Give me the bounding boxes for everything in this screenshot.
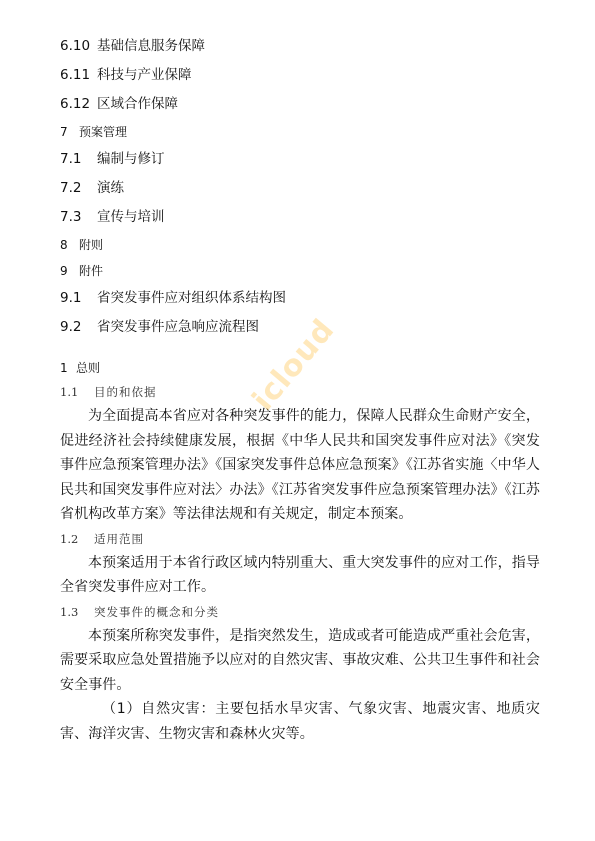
toc-title: 省突发事件应急响应流程图 xyxy=(97,319,259,335)
subsection-title: 突发事件的概念和分类 xyxy=(94,604,219,619)
subsection-number: 1.3 xyxy=(60,604,79,619)
section-number: 1 xyxy=(60,361,68,375)
toc-entry[interactable] xyxy=(60,284,540,313)
toc-title: 编制与修订 xyxy=(97,151,165,167)
toc-number: 8 xyxy=(60,238,68,252)
paragraph: 本预案所称突发事件，是指突然发生，造成或者可能造成严重社会危害，需要采取应急处置措施予以应对的自然灾害、事故灾难、公共卫生事件和社会安全事件。 xyxy=(60,627,540,693)
toc-number: 6.12 xyxy=(60,96,91,112)
toc-entry[interactable] xyxy=(60,313,540,342)
toc-number: 9 xyxy=(60,264,68,278)
toc-title: 演练 xyxy=(97,180,124,196)
toc-title: 宣传与培训 xyxy=(97,209,165,225)
toc-number: 7 xyxy=(60,125,68,139)
toc-entry[interactable] xyxy=(60,174,540,203)
section-title: 总则 xyxy=(76,361,101,375)
subsection-title: 目的和依据 xyxy=(94,385,157,399)
toc-number: 6.10 xyxy=(60,38,91,54)
subsection-title: 适用范围 xyxy=(94,531,144,546)
toc-number: 7.1 xyxy=(60,151,82,167)
toc-entry[interactable] xyxy=(60,232,540,258)
toc-number: 7.2 xyxy=(60,180,82,196)
paragraph: 本预案适用于本省行政区域内特别重大、重大突发事件的应对工作，指导全省突发事件应对工作。 xyxy=(60,554,540,595)
toc-entry[interactable] xyxy=(60,119,540,145)
toc-title: 附则 xyxy=(79,238,104,252)
watermark: icloud xyxy=(245,312,342,418)
subsection-number: 1.2 xyxy=(60,531,79,546)
subsection-number: 1.1 xyxy=(60,385,79,399)
toc-entry[interactable] xyxy=(60,203,540,232)
toc-entry[interactable] xyxy=(60,90,540,119)
toc-title: 科技与产业保障 xyxy=(97,67,192,83)
toc-entry[interactable] xyxy=(60,61,540,90)
table-of-contents xyxy=(60,32,540,342)
toc-number: 9.1 xyxy=(60,290,82,306)
toc-number: 9.2 xyxy=(60,319,82,335)
toc-entry[interactable] xyxy=(60,145,540,174)
subsection-heading xyxy=(60,380,540,404)
subsection-heading xyxy=(60,600,540,624)
section-heading xyxy=(60,356,540,380)
subsection-heading xyxy=(60,527,540,551)
document-body xyxy=(60,356,540,746)
toc-entry[interactable] xyxy=(60,258,540,284)
toc-number: 6.11 xyxy=(60,67,91,83)
paragraph: 为全面提高本省应对各种突发事件的能力，保障人民群众生命财产安全，促进经济社会持续健康发展，根据《中华人民共和国突发事件应对法》《突发事件应急预案管理办法》《国家突发事件总体应急预案》《江苏省实施〈中华人民共和国突发事件应对法〉办法》《江苏省突发事件应急预案管理办法》《江苏省机构改革方案》等法律法规和有关规定，制定本预案。 xyxy=(60,408,540,522)
list-item-paragraph: （1）自然灾害：主要包括水旱灾害、气象灾害、地震灾害、地质灾害、海洋灾害、生物灾害和森林火灾等。 xyxy=(60,701,540,742)
toc-entry[interactable] xyxy=(60,32,540,61)
toc-title: 区域合作保障 xyxy=(97,96,178,112)
toc-title: 预案管理 xyxy=(79,125,128,139)
toc-title: 省突发事件应对组织体系结构图 xyxy=(97,290,286,306)
toc-title: 附件 xyxy=(79,264,104,278)
toc-title: 基础信息服务保障 xyxy=(97,38,205,54)
toc-number: 7.3 xyxy=(60,209,82,225)
